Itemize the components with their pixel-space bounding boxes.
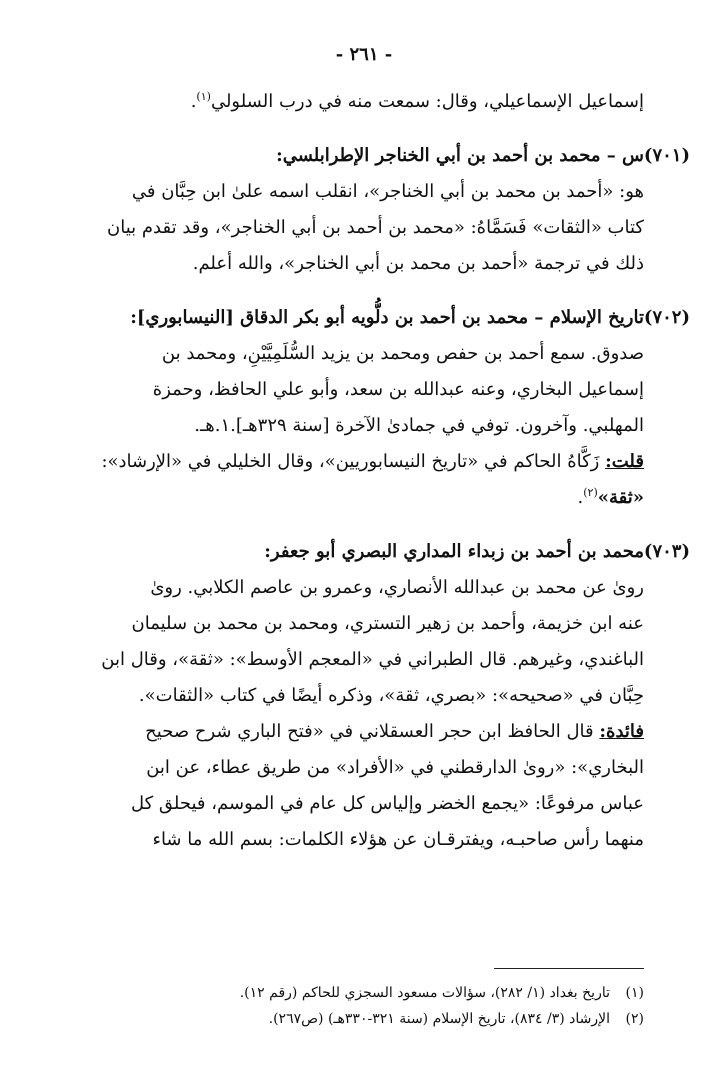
entry-701-line-2: كتاب «الثقات» فَسَمَّاهُ: «محمد بن أحمد بن أبي الخناجر»، وقد تقدم بيان [107,217,644,238]
entry-702-line-2: إسماعيل البخاري، وعنه عبدالله بن سعد، وأبو علي الحافظ، وحمزة [152,379,644,400]
entry-703-line-2: عنه ابن خزيمة، وأحمد بن زهير التستري، ومحمد بن محمد بن سليمان [131,613,644,634]
entry-702-note-line-2: «ثقة»$^{(٢)}$. [577,486,644,508]
entry-number-703: (٧٠٣) [643,541,690,562]
footnote-2: (٢)الإرشاد (٣/ ٨٣٤)، تاريخ الإسلام (سنة ٣٢١-٣٣٠هـ) (ص٢٦٧). [268,1011,644,1027]
footnote-1: (١)تاريخ بغداد (١/ ٢٨٢)، سؤالات مسعود السجزي للحاكم (رقم ١٢). [239,985,644,1001]
entry-heading-702: (٧٠٢)تاريخ الإسلام – محمد بن أحمد بن دلُّويه أبو بكر الدقاق [النيسابوري]: [84,300,644,336]
entry-number-702: (٧٠٢) [643,307,690,328]
entry-702-note-line-1: قلت: زَكَّاهُ الحاكم في «تاريخ النيسابوريين»، وقال الخليلي في «الإرشاد»: [101,451,644,472]
entry-number-701: (٧٠١) [643,145,690,166]
entry-703-line-1: روىٰ عن محمد بن عبدالله الأنصاري، وعمرو بن عاصم الكلابي. روىٰ [150,577,644,598]
entry-703-note-line-2: البخاري»: «روىٰ الدارقطني في «الأفراد» من طريق عطاء، عن ابن [146,757,644,778]
page-body [84,84,690,858]
footnote-ref-2: (٢) [583,486,598,499]
entry-701-line-3: ذلك في ترجمة «أحمد بن محمد بن أبي الخناجر»، والله أعلم. [192,253,644,274]
intro-line: إسماعيل الإسماعيلي، وقال: سمعت منه في درب السلولي$^{(١)}$. [190,90,644,112]
entry-702-line-1: صدوق. سمع أحمد بن حفص ومحمد بن يزيد السُّلَمِيَّيْنِ، ومحمد بن [161,343,644,364]
note-label-qult: قلت: [605,451,644,472]
footnote-divider [494,968,644,969]
note-label-faida: فائدة: [599,721,644,742]
entry-heading-703: (٧٠٣)محمد بن أحمد بن زبداء المداري البصري أبو جعفر: [84,534,644,570]
entry-703-line-4: حِبَّان في «صحيحه»: «بصري، ثقة»، وذكره أيضًا في كتاب «الثقات». [138,685,644,706]
entry-702-line-3: المهلبي. وآخرون. توفي في جمادىٰ الآخرة [سنة ٣٢٩هـ].١.هـ. [194,415,644,436]
entry-703-line-3: الباغندي، وغيرهم. قال الطبراني في «المعجم الأوسط»: «ثقة»، وقال ابن [101,649,644,670]
entry-heading-701: (٧٠١)س – محمد بن أحمد بن أبي الخناجر الإطرابلسي: [84,138,644,174]
page-number: - ٢٦١ - [335,44,393,65]
footnotes [84,980,644,1032]
entry-701-line-1: هو: «أحمد بن محمد بن أبي الخناجر»، انقلب اسمه علىٰ ابن حِبَّان في [131,181,644,202]
footnote-ref-1: (١) [196,90,211,103]
entry-703-note-line-3: عباس مرفوعًا: «يجمع الخضر وإلياس كل عام في الموسم، فيحلق كل [130,793,644,814]
entry-703-note-line-1: فائدة: قال الحافظ ابن حجر العسقلاني في «فتح الباري شرح صحيح [145,721,644,742]
entry-703-note-line-4: منهما رأس صاحبـه، ويفترقـان عن هؤلاء الكلمات: بسم الله ما شاء [152,829,644,850]
